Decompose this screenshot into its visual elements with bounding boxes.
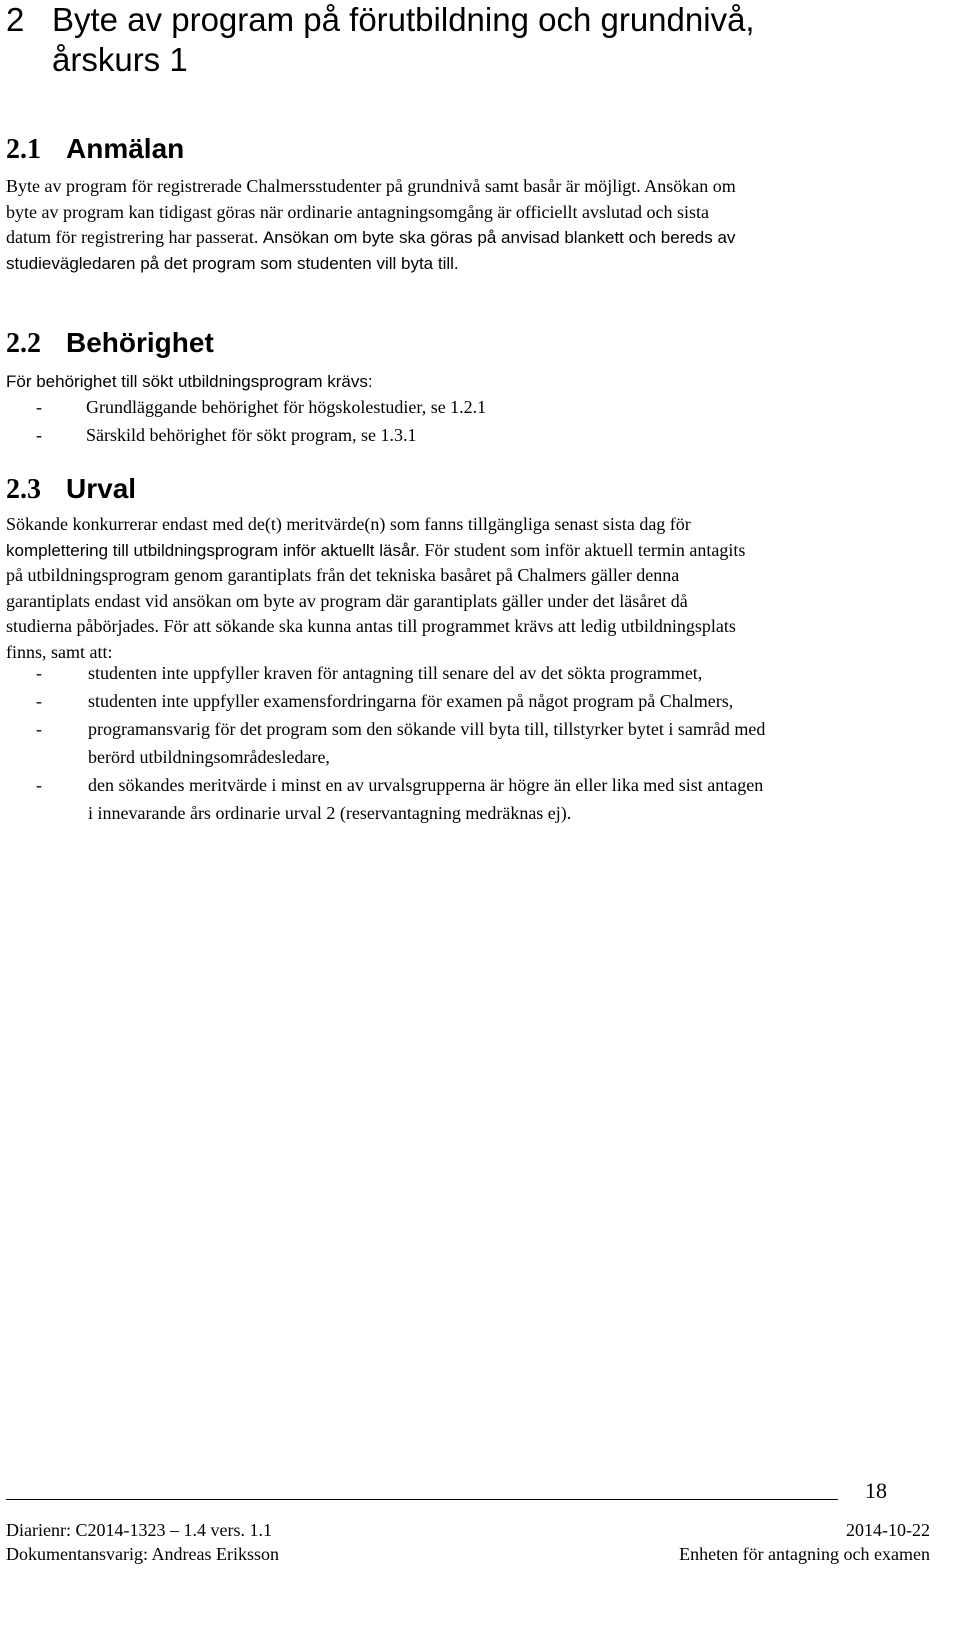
footer-diarienr: Diarienr: C2014-1323 – 1.4 vers. 1.1 (6, 1520, 272, 1540)
section-title: Urval (66, 473, 137, 504)
chapter-title-line2: årskurs 1 (52, 41, 188, 78)
paragraph-line: garantiplats endast vid ansökan om byte av program där garantiplats gäller under det läsåret då (6, 590, 688, 611)
list-item (36, 421, 926, 449)
paragraph-line: finns, samt att: (6, 641, 113, 662)
list-dash: - (36, 691, 42, 711)
section-title: Anmälan (66, 133, 185, 164)
list-item-text-continued: i innevarande års ordinarie urval 2 (reservantagning medräknas ej). (88, 803, 572, 823)
list-dash: - (36, 775, 42, 795)
chapter-title-line1: Byte av program på förutbildning och grundnivå, (52, 1, 755, 38)
list-item (36, 771, 926, 827)
chapter-heading (6, 0, 926, 80)
section-2-2-heading (6, 326, 214, 361)
paragraph-line: komplettering till utbildningsprogram inför aktuellt läsår. För student som inför aktuell termin antagits (6, 539, 746, 560)
paragraph-line: studievägledaren på det program som studenten vill byta till. (6, 253, 459, 273)
list-item-text: Särskild behörighet för sökt program, se 1.3.1 (86, 425, 417, 445)
list-item (36, 659, 926, 687)
list-item-text-continued: berörd utbildningsområdesledare, (88, 747, 330, 767)
page-number: 18 (865, 1478, 887, 1503)
section-2-1-paragraph (6, 174, 924, 276)
paragraph-line: på utbildningsprogram genom garantiplats från det tekniska basåret på Chalmers gäller denna (6, 565, 680, 585)
paragraph-line: datum för registrering har passerat. Ansökan om byte ska göras på anvisad blankett och bereds av (6, 227, 736, 247)
section-number: 2.1 (6, 134, 41, 165)
section-2-2-intro: För behörighet till sökt utbildningsprogram krävs: (6, 372, 373, 391)
list-item (36, 687, 926, 715)
section-2-3-heading (6, 472, 136, 507)
list-item (36, 715, 926, 771)
list-item-text: den sökandes meritvärde i minst en av urvalsgrupperna är högre än eller lika med sist antagen (88, 775, 764, 795)
list-item-text: studenten inte uppfyller examensfordringarna för examen på något program på Chalmers, (88, 691, 734, 711)
paragraph-line: byte av program kan tidigast göras när ordinarie antagningsomgång är officiellt avslutad och sista (6, 201, 709, 222)
paragraph-line: Sökande konkurrerar endast med de(t) meritvärde(n) som fanns tillgängliga senast sista dag för (6, 514, 691, 534)
section-2-3-paragraph (6, 512, 924, 665)
list-item-text: Grundläggande behörighet för högskolestudier, se 1.2.1 (86, 397, 487, 417)
footer-unit: Enheten för antagning och examen (679, 1544, 930, 1564)
paragraph-line: Byte av program för registrerade Chalmersstudenter på grundnivå samt basår är möjligt. Ansökan om (6, 176, 736, 196)
section-number: 2.3 (6, 474, 41, 505)
list-item-text: studenten inte uppfyller kraven för antagning till senare del av det sökta programmet, (88, 663, 703, 683)
list-dash: - (36, 719, 42, 739)
list-dash: - (36, 425, 42, 445)
list-dash: - (36, 663, 42, 683)
list-dash: - (36, 397, 42, 417)
paragraph-line: studierna påbörjades. För att sökande ska kunna antas till programmet krävs att ledig utbildningsplats (6, 616, 736, 636)
footer-date: 2014-10-22 (846, 1520, 930, 1540)
chapter-number: 2 (6, 1, 25, 38)
section-title: Behörighet (66, 327, 214, 358)
list-item-text: programansvarig för det program som den sökande vill byta till, tillstyrker bytet i samråd med (88, 719, 766, 739)
section-number: 2.2 (6, 328, 41, 359)
footer-divider (6, 1499, 838, 1500)
section-2-1-heading (6, 132, 184, 167)
list-item (36, 393, 926, 421)
footer-responsible: Dokumentansvarig: Andreas Eriksson (6, 1544, 279, 1564)
